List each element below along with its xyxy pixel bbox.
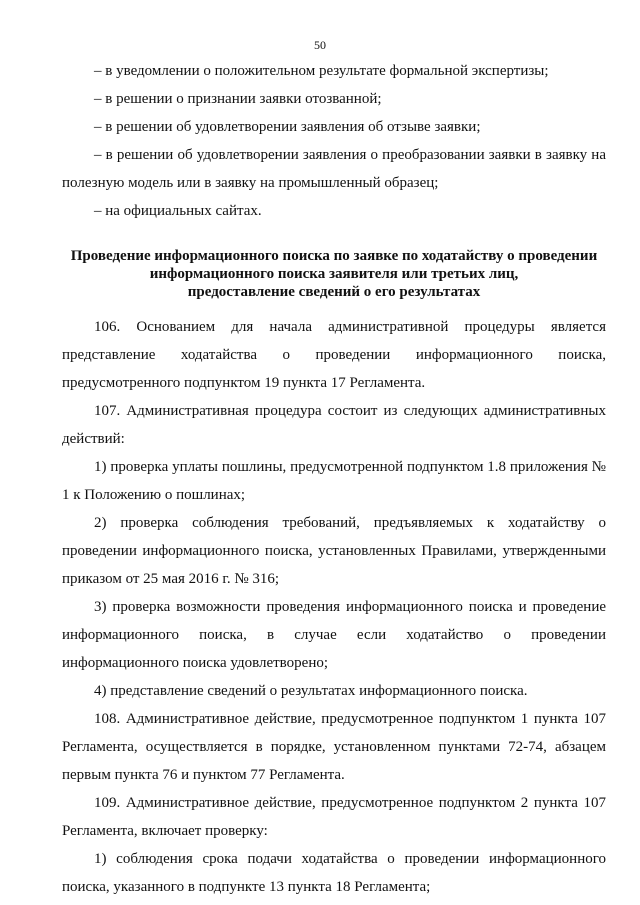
list-item: – в уведомлении о положительном результате формальной экспертизы;: [94, 63, 549, 79]
paragraph-107-item-3: 3) проверка возможности проведения информационного поиска и проведение информационного поиска, в случае если ходатайство о проведении информационного поиска удовлетворено;: [62, 599, 606, 671]
section-heading: [62, 247, 606, 301]
list-item: – в решении об удовлетворении заявления о преобразовании заявки в заявку на полезную модель или в заявку на промышленный образец;: [62, 147, 606, 191]
list-item: – в решении о признании заявки отозванной;: [94, 91, 382, 107]
paragraph-109: 109. Административное действие, предусмотренное подпунктом 2 пункта 107 Регламента, включает проверку:: [62, 795, 606, 839]
paragraph-106: 106. Основанием для начала административной процедуры является представление ходатайства о проведении информационного поиска, предусмотренного подпунктом 19 пункта 17 Регламента.: [62, 319, 606, 391]
paragraph-108: 108. Административное действие, предусмотренное подпунктом 1 пункта 107 Регламента, осуществляется в порядке, установленном пунктами 72-74, абзацем первым пункта 76 и пунктом 77 Регламента.: [62, 711, 606, 783]
paragraph-107-item-1: 1) проверка уплаты пошлины, предусмотренной подпунктом 1.8 приложения № 1 к Положению о пошлинах;: [62, 459, 606, 503]
list-item: – в решении об удовлетворении заявления об отзыве заявки;: [94, 119, 481, 135]
paragraph-109-item-1: 1) соблюдения срока подачи ходатайства о проведении информационного поиска, указанного в подпункте 13 пункта 18 Регламента;: [62, 851, 606, 895]
document-body: [62, 57, 606, 901]
page-number: 50: [314, 38, 326, 52]
heading-line-1: Проведение информационного поиска по заявке по ходатайству о проведении: [70, 248, 598, 264]
paragraph-107: 107. Административная процедура состоит из следующих административных действий:: [62, 403, 606, 447]
paragraph-107-item-4: 4) представление сведений о результатах информационного поиска.: [94, 683, 528, 699]
paragraph-107-item-2: 2) проверка соблюдения требований, предъявляемых к ходатайству о проведении информационного поиска, установленных Правилами, утвержденными приказом от 25 мая 2016 г. № 316;: [62, 515, 606, 587]
heading-line-3: предоставление сведений о его результатах: [187, 284, 481, 300]
heading-line-2: информационного поиска заявителя или третьих лиц,: [149, 266, 519, 282]
list-item: – на официальных сайтах.: [94, 203, 262, 219]
